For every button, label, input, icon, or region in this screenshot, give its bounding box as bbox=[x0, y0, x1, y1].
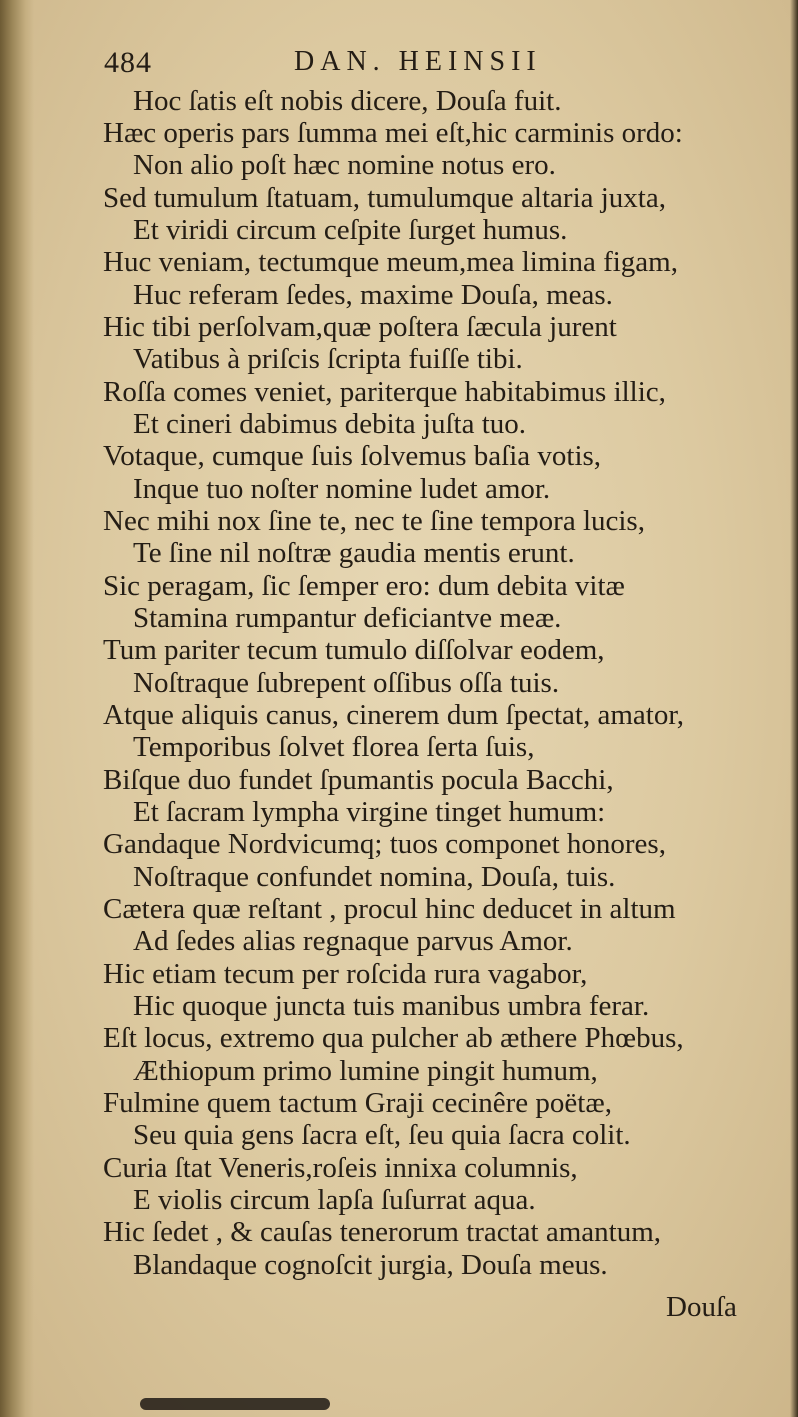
page-number: 484 bbox=[104, 46, 152, 79]
verse-line: Cætera quæ reſtant , procul hinc deducet in altum bbox=[103, 893, 676, 925]
verse-line: Tum pariter tecum tumulo diſſolvar eodem, bbox=[103, 634, 605, 666]
verse-line: Te ſine nil noſtræ gaudia mentis erunt. bbox=[133, 537, 575, 569]
verse-line: Hic tibi perſolvam,quæ poſtera ſæcula jurent bbox=[103, 311, 617, 343]
catchword: Douſa bbox=[666, 1291, 737, 1323]
verse-line: Stamina rumpantur deficiantve meæ. bbox=[133, 602, 562, 634]
verse-line: Atque aliquis canus, cinerem dum ſpectat, amator, bbox=[103, 699, 685, 731]
verse-line: Hic ſedet , & cauſas tenerorum tractat amantum, bbox=[103, 1216, 662, 1248]
verse-line: Ad ſedes alias regnaque parvus Amor. bbox=[133, 925, 573, 957]
verse-line: Hoc ſatis eſt nobis dicere, Douſa fuit. bbox=[133, 85, 562, 117]
verse-line: Roſſa comes veniet, pariterque habitabimus illic, bbox=[103, 376, 666, 408]
verse-line: Blandaque cognoſcit jurgia, Douſa meus. bbox=[133, 1249, 608, 1281]
verse-line: Et ſacram lympha virgine tinget humum: bbox=[133, 796, 606, 828]
verse-line: E violis circum lapſa ſuſurrat aqua. bbox=[133, 1184, 536, 1216]
page-gutter bbox=[0, 0, 34, 1417]
verse-line: Huc referam ſedes, maxime Douſa, meas. bbox=[133, 279, 613, 311]
verse-line: Curia ſtat Veneris,roſeis innixa columnis, bbox=[103, 1152, 578, 1184]
page-header bbox=[104, 46, 604, 86]
verse-line: Biſque duo fundet ſpumantis pocula Bacchi, bbox=[103, 764, 614, 796]
verse-line: Inque tuo noſter nomine ludet amor. bbox=[133, 473, 551, 505]
verse-line: Nec mihi nox ſine te, nec te ſine tempora lucis, bbox=[103, 505, 645, 537]
verse-line: Votaque, cumque ſuis ſolvemus baſia votis, bbox=[103, 440, 602, 472]
verse-line: Noſtraque ſubrepent oſſibus oſſa tuis. bbox=[133, 667, 560, 699]
verse-line: Sic peragam, ſic ſemper ero: dum debita vitæ bbox=[103, 570, 625, 602]
verse-line: Temporibus ſolvet florea ſerta ſuis, bbox=[133, 731, 535, 763]
verse-line: Et viridi circum ceſpite ſurget humus. bbox=[133, 214, 568, 246]
ink-smudge bbox=[140, 1398, 330, 1410]
verse-line: Hic quoque juncta tuis manibus umbra ferar. bbox=[133, 990, 650, 1022]
verse-line: Vatibus à priſcis ſcripta fuiſſe tibi. bbox=[133, 343, 523, 375]
verse-line: Gandaque Nordvicumq; tuos componet honores, bbox=[103, 828, 666, 860]
verse-line: Seu quia gens ſacra eſt, ſeu quia ſacra colit. bbox=[133, 1119, 631, 1151]
verse-line: Æthiopum primo lumine pingit humum, bbox=[133, 1055, 598, 1087]
verse-line: Et cineri dabimus debita juſta tuo. bbox=[133, 408, 527, 440]
verse-line: Fulmine quem tactum Graji cecinêre poëtæ, bbox=[103, 1087, 612, 1119]
verse-line: Hæc operis pars ſumma mei eſt,hic carminis ordo: bbox=[103, 117, 683, 149]
verse-line: Non alio poſt hæc nomine notus ero. bbox=[133, 149, 556, 181]
verse-line: Hic etiam tecum per roſcida rura vagabor, bbox=[103, 958, 588, 990]
verse-line: Huc veniam, tectumque meum,mea limina figam, bbox=[103, 246, 678, 278]
verse-line: Sed tumulum ſtatuam, tumulumque altaria juxta, bbox=[103, 182, 666, 214]
running-head: DAN. HEINSII bbox=[294, 46, 542, 77]
page-edge-shadow bbox=[790, 0, 798, 1417]
verse-line: Noſtraque confundet nomina, Douſa, tuis. bbox=[133, 861, 616, 893]
verse-line: Eſt locus, extremo qua pulcher ab æthere Phœbus, bbox=[103, 1022, 684, 1054]
